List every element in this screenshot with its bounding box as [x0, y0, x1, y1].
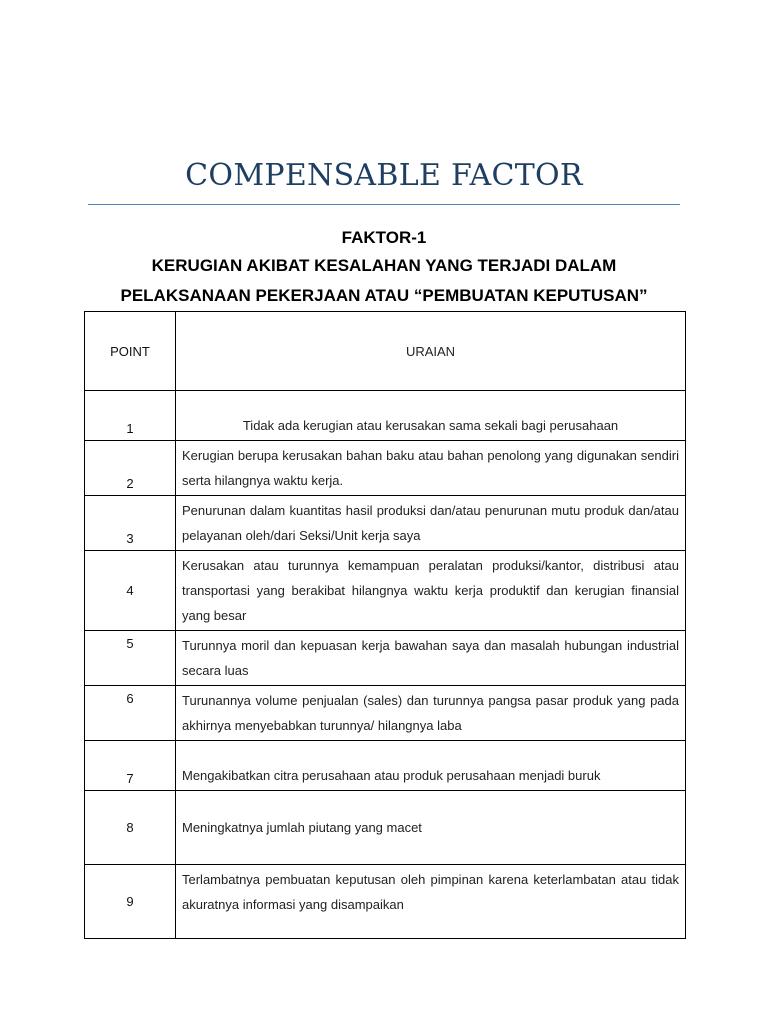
- point-cell: 7: [85, 741, 176, 791]
- uraian-cell: Turunannya volume penjualan (sales) dan turunnya pangsa pasar produk yang pada akhirnya menyebabkan turunnya/ hilangnya laba: [176, 686, 686, 741]
- point-cell: 9: [85, 865, 176, 939]
- compensable-factor-table: [84, 311, 686, 939]
- uraian-cell: Terlambatnya pembuatan keputusan oleh pimpinan karena keterlambatan atau tidak akuratnya informasi yang disampaikan: [176, 865, 686, 939]
- column-header-point: POINT: [85, 312, 176, 391]
- table-row: [85, 631, 686, 686]
- uraian-cell: Kerugian berupa kerusakan bahan baku atau bahan penolong yang digunakan sendiri serta hilangnya waktu kerja.: [176, 441, 686, 496]
- point-cell: 6: [85, 686, 176, 741]
- table-row: [85, 791, 686, 865]
- uraian-cell: Meningkatnya jumlah piutang yang macet: [176, 791, 686, 865]
- uraian-cell: Mengakibatkan citra perusahaan atau produk perusahaan menjadi buruk: [176, 741, 686, 791]
- uraian-cell: Kerusakan atau turunnya kemampuan peralatan produksi/kantor, distribusi atau transportasi yang berakibat hilangnya waktu kerja produktif dan kerugian finansial yang besar: [176, 551, 686, 631]
- faktor-label: FAKTOR-1: [341, 228, 427, 247]
- faktor-heading-line-1: KERUGIAN AKIBAT KESALAHAN YANG TERJADI DALAM: [151, 256, 617, 275]
- point-cell: 2: [85, 441, 176, 496]
- point-cell: 5: [85, 631, 176, 686]
- table-row: [85, 741, 686, 791]
- uraian-cell: Turunnya moril dan kepuasan kerja bawahan saya dan masalah hubungan industrial secara luas: [176, 631, 686, 686]
- uraian-cell: Tidak ada kerugian atau kerusakan sama sekali bagi perusahaan: [176, 391, 686, 441]
- title-divider: [88, 204, 680, 205]
- table-row: [85, 551, 686, 631]
- point-cell: 1: [85, 391, 176, 441]
- uraian-cell: Penurunan dalam kuantitas hasil produksi dan/atau penurunan mutu produk dan/atau pelayanan oleh/dari Seksi/Unit kerja saya: [176, 496, 686, 551]
- table-row: [85, 496, 686, 551]
- table-row: [85, 686, 686, 741]
- table-header-row: [85, 312, 686, 391]
- document-title: COMPENSABLE FACTOR: [185, 158, 583, 193]
- table-row: [85, 391, 686, 441]
- faktor-heading-line-2: PELAKSANAAN PEKERJAAN ATAU “PEMBUATAN KEPUTUSAN”: [120, 286, 648, 305]
- point-cell: 8: [85, 791, 176, 865]
- table-row: [85, 441, 686, 496]
- column-header-uraian: URAIAN: [176, 312, 686, 391]
- point-cell: 4: [85, 551, 176, 631]
- table-row: [85, 865, 686, 939]
- point-cell: 3: [85, 496, 176, 551]
